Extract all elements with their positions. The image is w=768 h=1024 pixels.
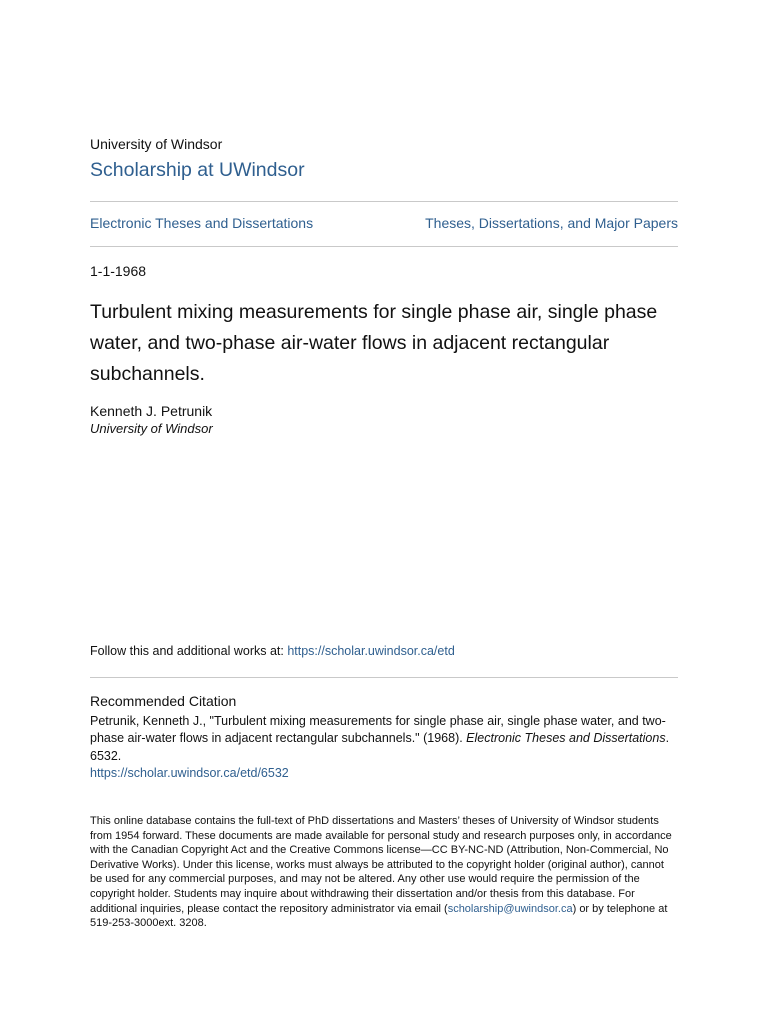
follow-line xyxy=(90,643,455,659)
institution-name: University of Windsor xyxy=(90,136,223,152)
contact-email-link[interactable]: scholarship@uwindsor.ca xyxy=(447,902,573,915)
citation-series: Electronic Theses and Dissertations xyxy=(466,731,666,746)
follow-text: Follow this and additional works at: xyxy=(90,644,288,658)
divider xyxy=(90,201,678,202)
collection-url-link[interactable]: https://scholar.uwindsor.ca/etd xyxy=(287,644,455,658)
cover-page xyxy=(90,0,678,1024)
parent-collection-link[interactable]: Theses, Dissertations, and Major Papers xyxy=(425,215,678,231)
citation-text xyxy=(90,713,678,782)
publication-date: 1-1-1968 xyxy=(90,263,147,279)
citation-body: Petrunik, Kenneth J., "Turbulent mixing measurements for single phase air, single phase water, and two-phase air-water flows in adjacent rectangular subchannels." (1968). xyxy=(90,714,666,746)
divider xyxy=(90,677,678,678)
collection-link[interactable]: Electronic Theses and Dissertations xyxy=(90,215,314,231)
author-name: Kenneth J. Petrunik xyxy=(90,403,213,419)
notice-phone: ) or by telephone at 519-253-3000ext. 3208. xyxy=(90,902,668,930)
copyright-notice xyxy=(90,814,678,931)
divider xyxy=(90,246,678,247)
citation-heading: Recommended Citation xyxy=(90,693,237,709)
thesis-title: Turbulent mixing measurements for single phase air, single phase water, and two-phase air-water flows in adjacent rectangular subchannels. xyxy=(90,301,658,385)
repository-link[interactable]: Scholarship at UWindsor xyxy=(90,159,305,181)
author-affiliation: University of Windsor xyxy=(90,421,213,436)
citation-number: . 6532. xyxy=(90,731,670,763)
citation-url-link[interactable]: https://scholar.uwindsor.ca/etd/6532 xyxy=(90,765,289,780)
notice-body: This online database contains the full-text of PhD dissertations and Masters’ theses of University of Windsor students from 1954 forward. These documents are made available for personal study and research purposes only, in accordance with the Canadian Copyright Act and the Creative Commons license—CC BY-NC-ND (Attribution, Non-Commercial, No Derivative Works). Under this license, works must always be attributed to the copyright holder (original author), cannot be used for any commercial purposes, and may not be altered. Any other use would require the permission of the copyright holder. Students may inquire about withdrawing their dissertation and/or thesis from this database. For additional inquiries, please contact the repository administrator via email ( xyxy=(90,815,672,915)
